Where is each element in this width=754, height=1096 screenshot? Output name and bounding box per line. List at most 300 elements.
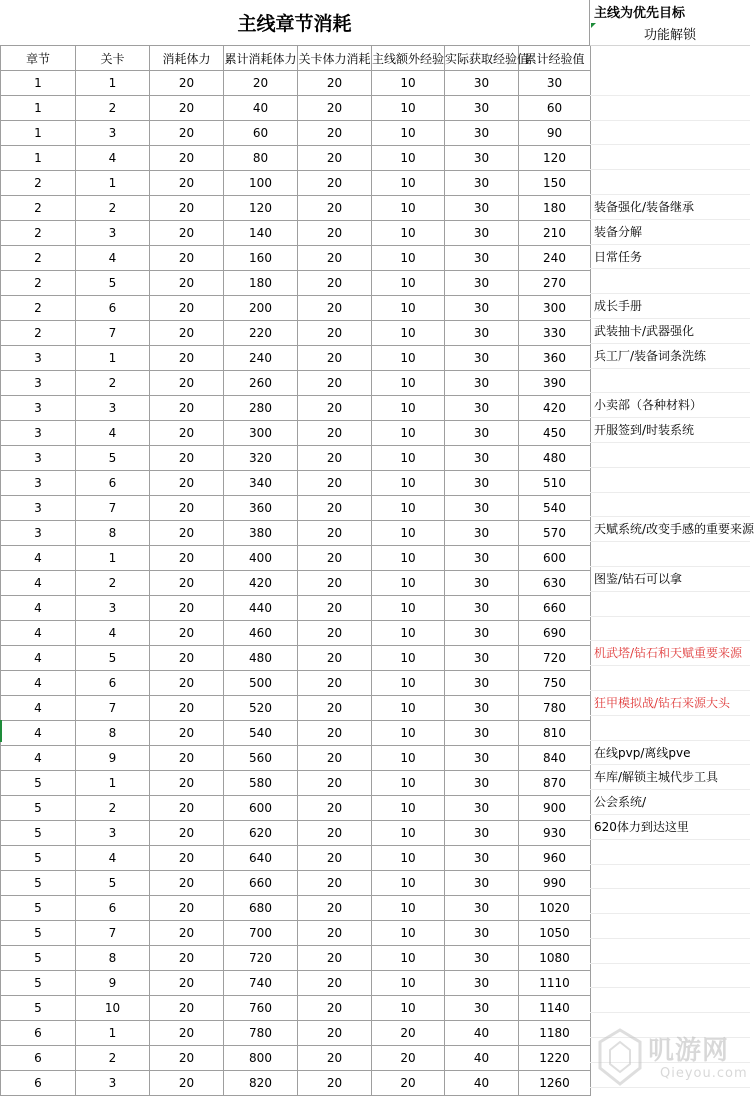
table-cell[interactable]: 270: [519, 271, 591, 296]
table-cell[interactable]: 10: [372, 696, 445, 721]
table-cell[interactable]: 20: [150, 1046, 224, 1071]
table-cell[interactable]: 20: [298, 771, 372, 796]
table-cell[interactable]: 30: [445, 896, 519, 921]
table-cell[interactable]: 3: [1, 521, 76, 546]
note-cell[interactable]: [590, 666, 750, 691]
table-cell[interactable]: 20: [150, 621, 224, 646]
table-cell[interactable]: 30: [445, 146, 519, 171]
table-cell[interactable]: 220: [224, 321, 298, 346]
table-cell[interactable]: 560: [224, 746, 298, 771]
table-cell[interactable]: 330: [519, 321, 591, 346]
table-cell[interactable]: 20: [298, 746, 372, 771]
table-cell[interactable]: 2: [76, 196, 150, 221]
table-cell[interactable]: 5: [76, 446, 150, 471]
table-cell[interactable]: 200: [224, 296, 298, 321]
column-header[interactable]: 累计消耗体力: [224, 46, 298, 71]
table-cell[interactable]: 150: [519, 171, 591, 196]
table-cell[interactable]: 40: [445, 1046, 519, 1071]
table-cell[interactable]: 4: [1, 696, 76, 721]
table-cell[interactable]: 540: [519, 496, 591, 521]
table-cell[interactable]: 1: [76, 1021, 150, 1046]
table-cell[interactable]: 30: [445, 771, 519, 796]
table-cell[interactable]: 3: [76, 396, 150, 421]
table-cell[interactable]: 720: [519, 646, 591, 671]
table-cell[interactable]: 210: [519, 221, 591, 246]
table-cell[interactable]: 5: [1, 921, 76, 946]
table-cell[interactable]: 20: [298, 271, 372, 296]
table-cell[interactable]: 2: [1, 196, 76, 221]
table-cell[interactable]: 30: [445, 921, 519, 946]
table-cell[interactable]: 360: [224, 496, 298, 521]
table-cell[interactable]: 10: [372, 921, 445, 946]
table-cell[interactable]: 4: [1, 621, 76, 646]
column-header[interactable]: 章节: [1, 46, 76, 71]
table-cell[interactable]: 930: [519, 821, 591, 846]
table-cell[interactable]: 520: [224, 696, 298, 721]
table-cell[interactable]: 4: [1, 646, 76, 671]
table-cell[interactable]: 30: [445, 571, 519, 596]
table-cell[interactable]: 10: [372, 771, 445, 796]
table-cell[interactable]: 1110: [519, 971, 591, 996]
note-cell[interactable]: [590, 493, 750, 518]
table-cell[interactable]: 20: [298, 696, 372, 721]
table-cell[interactable]: 1220: [519, 1046, 591, 1071]
note-cell[interactable]: [590, 592, 750, 617]
table-cell[interactable]: 30: [445, 421, 519, 446]
table-cell[interactable]: 4: [76, 846, 150, 871]
table-cell[interactable]: 20: [298, 471, 372, 496]
note-cell[interactable]: [590, 145, 750, 170]
table-cell[interactable]: 870: [519, 771, 591, 796]
table-cell[interactable]: 20: [150, 496, 224, 521]
note-cell[interactable]: [590, 96, 750, 121]
table-cell[interactable]: 20: [150, 321, 224, 346]
table-cell[interactable]: 3: [76, 221, 150, 246]
table-cell[interactable]: 40: [224, 96, 298, 121]
table-cell[interactable]: 320: [224, 446, 298, 471]
table-cell[interactable]: 20: [298, 96, 372, 121]
table-cell[interactable]: 500: [224, 671, 298, 696]
table-cell[interactable]: 20: [298, 521, 372, 546]
table-cell[interactable]: 10: [372, 546, 445, 571]
table-cell[interactable]: 20: [298, 296, 372, 321]
table-cell[interactable]: 840: [519, 746, 591, 771]
note-cell[interactable]: [590, 269, 750, 294]
table-cell[interactable]: 10: [372, 321, 445, 346]
table-cell[interactable]: 5: [1, 821, 76, 846]
table-cell[interactable]: 30: [445, 946, 519, 971]
table-cell[interactable]: 420: [519, 396, 591, 421]
table-cell[interactable]: 4: [1, 721, 76, 746]
table-cell[interactable]: 5: [1, 996, 76, 1021]
table-cell[interactable]: 6: [76, 471, 150, 496]
table-cell[interactable]: 660: [519, 596, 591, 621]
note-cell[interactable]: [590, 170, 750, 195]
table-cell[interactable]: 810: [519, 721, 591, 746]
table-cell[interactable]: 5: [76, 271, 150, 296]
table-cell[interactable]: 20: [224, 71, 298, 96]
note-cell[interactable]: 机武塔/钻石和天赋重要来源: [590, 641, 750, 666]
table-cell[interactable]: 4: [1, 596, 76, 621]
note-cell[interactable]: [590, 468, 750, 493]
table-cell[interactable]: 3: [1, 346, 76, 371]
table-cell[interactable]: 30: [445, 446, 519, 471]
note-cell[interactable]: 开服签到/时装系统: [590, 418, 750, 443]
note-cell[interactable]: 兵工厂/装备词条洗练: [590, 344, 750, 369]
table-cell[interactable]: 30: [445, 596, 519, 621]
table-cell[interactable]: 1080: [519, 946, 591, 971]
table-cell[interactable]: 30: [519, 71, 591, 96]
table-cell[interactable]: 5: [76, 646, 150, 671]
table-cell[interactable]: 20: [298, 346, 372, 371]
table-cell[interactable]: 20: [150, 1021, 224, 1046]
table-cell[interactable]: 1: [76, 346, 150, 371]
column-header[interactable]: 关卡: [76, 46, 150, 71]
table-cell[interactable]: 30: [445, 621, 519, 646]
table-cell[interactable]: 30: [445, 121, 519, 146]
table-cell[interactable]: 3: [1, 446, 76, 471]
table-cell[interactable]: 5: [76, 871, 150, 896]
table-cell[interactable]: 20: [298, 1021, 372, 1046]
note-cell[interactable]: 天赋系统/改变手感的重要来源: [590, 517, 750, 542]
table-cell[interactable]: 10: [372, 121, 445, 146]
table-cell[interactable]: 6: [76, 296, 150, 321]
note-cell[interactable]: [590, 617, 750, 642]
table-cell[interactable]: 630: [519, 571, 591, 596]
table-cell[interactable]: 2: [1, 296, 76, 321]
table-cell[interactable]: 10: [372, 621, 445, 646]
table-cell[interactable]: 8: [76, 721, 150, 746]
table-cell[interactable]: 20: [372, 1021, 445, 1046]
table-cell[interactable]: 6: [76, 896, 150, 921]
table-cell[interactable]: 20: [150, 771, 224, 796]
note-cell[interactable]: [590, 121, 750, 146]
table-cell[interactable]: 480: [519, 446, 591, 471]
table-cell[interactable]: 20: [298, 596, 372, 621]
column-header[interactable]: 消耗体力: [150, 46, 224, 71]
table-cell[interactable]: 20: [298, 671, 372, 696]
table-cell[interactable]: 820: [224, 1071, 298, 1096]
table-cell[interactable]: 400: [224, 546, 298, 571]
table-cell[interactable]: 7: [76, 496, 150, 521]
note-cell[interactable]: 日常任务: [590, 245, 750, 270]
note-cell[interactable]: 狂甲模拟战/钻石来源大头: [590, 691, 750, 716]
note-cell[interactable]: [590, 889, 750, 914]
table-cell[interactable]: 600: [224, 796, 298, 821]
table-cell[interactable]: 1: [76, 171, 150, 196]
table-cell[interactable]: 10: [372, 446, 445, 471]
table-cell[interactable]: 10: [372, 721, 445, 746]
table-cell[interactable]: 570: [519, 521, 591, 546]
table-cell[interactable]: 20: [150, 146, 224, 171]
table-cell[interactable]: 10: [372, 271, 445, 296]
table-cell[interactable]: 30: [445, 996, 519, 1021]
table-cell[interactable]: 3: [1, 496, 76, 521]
table-cell[interactable]: 30: [445, 696, 519, 721]
table-cell[interactable]: 20: [150, 596, 224, 621]
note-cell[interactable]: [590, 964, 750, 989]
table-cell[interactable]: 30: [445, 646, 519, 671]
table-cell[interactable]: 20: [298, 171, 372, 196]
note-cell[interactable]: 装备分解: [590, 220, 750, 245]
table-cell[interactable]: 900: [519, 796, 591, 821]
table-cell[interactable]: 1260: [519, 1071, 591, 1096]
table-cell[interactable]: 10: [372, 521, 445, 546]
table-cell[interactable]: 5: [1, 771, 76, 796]
table-cell[interactable]: 5: [1, 896, 76, 921]
note-cell[interactable]: 620体力到达这里: [590, 815, 750, 840]
table-cell[interactable]: 20: [150, 796, 224, 821]
table-cell[interactable]: 20: [150, 171, 224, 196]
table-cell[interactable]: 3: [76, 1071, 150, 1096]
table-cell[interactable]: 20: [150, 846, 224, 871]
table-cell[interactable]: 20: [150, 421, 224, 446]
table-cell[interactable]: 20: [298, 721, 372, 746]
table-cell[interactable]: 4: [76, 146, 150, 171]
table-cell[interactable]: 440: [224, 596, 298, 621]
table-cell[interactable]: 20: [298, 946, 372, 971]
table-cell[interactable]: 20: [298, 646, 372, 671]
table-cell[interactable]: 540: [224, 721, 298, 746]
table-cell[interactable]: 4: [1, 546, 76, 571]
table-cell[interactable]: 750: [519, 671, 591, 696]
table-cell[interactable]: 30: [445, 821, 519, 846]
table-cell[interactable]: 1: [76, 546, 150, 571]
table-cell[interactable]: 20: [150, 896, 224, 921]
table-cell[interactable]: 20: [150, 371, 224, 396]
note-cell[interactable]: 公会系统/: [590, 790, 750, 815]
table-cell[interactable]: 20: [298, 571, 372, 596]
table-cell[interactable]: 20: [298, 196, 372, 221]
table-cell[interactable]: 1180: [519, 1021, 591, 1046]
note-cell[interactable]: [590, 542, 750, 567]
note-cell[interactable]: 武装抽卡/武器强化: [590, 319, 750, 344]
table-cell[interactable]: 20: [150, 296, 224, 321]
table-cell[interactable]: 800: [224, 1046, 298, 1071]
table-cell[interactable]: 1020: [519, 896, 591, 921]
note-cell[interactable]: 装备强化/装备继承: [590, 195, 750, 220]
table-cell[interactable]: 20: [150, 446, 224, 471]
table-cell[interactable]: 10: [372, 471, 445, 496]
table-cell[interactable]: 20: [298, 321, 372, 346]
table-cell[interactable]: 9: [76, 971, 150, 996]
table-cell[interactable]: 20: [298, 71, 372, 96]
table-cell[interactable]: 180: [224, 271, 298, 296]
table-cell[interactable]: 380: [224, 521, 298, 546]
table-cell[interactable]: 6: [76, 671, 150, 696]
table-cell[interactable]: 7: [76, 321, 150, 346]
table-cell[interactable]: 30: [445, 521, 519, 546]
note-cell[interactable]: 在线pvp/离线pve: [590, 741, 750, 766]
table-cell[interactable]: 3: [76, 596, 150, 621]
table-cell[interactable]: 720: [224, 946, 298, 971]
table-cell[interactable]: 1: [1, 146, 76, 171]
table-cell[interactable]: 5: [1, 871, 76, 896]
table-cell[interactable]: 420: [224, 571, 298, 596]
table-cell[interactable]: 30: [445, 371, 519, 396]
table-cell[interactable]: 640: [224, 846, 298, 871]
table-cell[interactable]: 3: [1, 421, 76, 446]
table-cell[interactable]: 5: [1, 946, 76, 971]
table-cell[interactable]: 700: [224, 921, 298, 946]
table-cell[interactable]: 990: [519, 871, 591, 896]
table-cell[interactable]: 20: [150, 571, 224, 596]
column-header[interactable]: 累计经验值: [519, 46, 591, 71]
table-cell[interactable]: 20: [298, 546, 372, 571]
table-cell[interactable]: 30: [445, 721, 519, 746]
table-cell[interactable]: 2: [76, 96, 150, 121]
table-cell[interactable]: 10: [372, 296, 445, 321]
note-cell[interactable]: [590, 71, 750, 96]
table-cell[interactable]: 30: [445, 321, 519, 346]
table-cell[interactable]: 20: [150, 121, 224, 146]
table-cell[interactable]: 960: [519, 846, 591, 871]
table-cell[interactable]: 20: [150, 996, 224, 1021]
table-cell[interactable]: 4: [1, 671, 76, 696]
table-cell[interactable]: 20: [150, 946, 224, 971]
table-cell[interactable]: 600: [519, 546, 591, 571]
table-cell[interactable]: 20: [150, 696, 224, 721]
table-cell[interactable]: 20: [150, 196, 224, 221]
note-cell[interactable]: 图鉴/钻石可以拿: [590, 567, 750, 592]
table-cell[interactable]: 10: [372, 71, 445, 96]
table-cell[interactable]: 20: [298, 246, 372, 271]
table-cell[interactable]: 10: [372, 246, 445, 271]
table-cell[interactable]: 460: [224, 621, 298, 646]
table-cell[interactable]: 160: [224, 246, 298, 271]
table-cell[interactable]: 3: [1, 371, 76, 396]
table-cell[interactable]: 20: [150, 521, 224, 546]
note-cell[interactable]: [590, 369, 750, 394]
table-cell[interactable]: 20: [150, 71, 224, 96]
table-cell[interactable]: 3: [1, 471, 76, 496]
table-cell[interactable]: 30: [445, 221, 519, 246]
table-cell[interactable]: 20: [150, 546, 224, 571]
table-cell[interactable]: 1140: [519, 996, 591, 1021]
table-cell[interactable]: 20: [150, 1071, 224, 1096]
table-cell[interactable]: 680: [224, 896, 298, 921]
table-cell[interactable]: 2: [76, 571, 150, 596]
table-cell[interactable]: 20: [150, 921, 224, 946]
table-cell[interactable]: 20: [298, 371, 372, 396]
table-cell[interactable]: 30: [445, 871, 519, 896]
table-cell[interactable]: 3: [76, 821, 150, 846]
table-cell[interactable]: 40: [445, 1021, 519, 1046]
table-cell[interactable]: 6: [1, 1046, 76, 1071]
table-cell[interactable]: 10: [372, 796, 445, 821]
table-cell[interactable]: 30: [445, 246, 519, 271]
table-cell[interactable]: 20: [298, 871, 372, 896]
table-cell[interactable]: 20: [298, 446, 372, 471]
table-cell[interactable]: 510: [519, 471, 591, 496]
table-cell[interactable]: 20: [298, 121, 372, 146]
table-cell[interactable]: 20: [298, 396, 372, 421]
table-cell[interactable]: 1050: [519, 921, 591, 946]
table-cell[interactable]: 20: [298, 1046, 372, 1071]
table-cell[interactable]: 5: [1, 846, 76, 871]
note-cell[interactable]: [590, 443, 750, 468]
table-cell[interactable]: 20: [298, 846, 372, 871]
table-cell[interactable]: 10: [372, 671, 445, 696]
table-cell[interactable]: 10: [372, 421, 445, 446]
table-cell[interactable]: 240: [224, 346, 298, 371]
table-cell[interactable]: 20: [298, 496, 372, 521]
note-cell[interactable]: [590, 988, 750, 1013]
table-cell[interactable]: 30: [445, 196, 519, 221]
column-header[interactable]: 主线额外经验: [372, 46, 445, 71]
note-cell[interactable]: [590, 865, 750, 890]
table-cell[interactable]: 80: [224, 146, 298, 171]
table-cell[interactable]: 140: [224, 221, 298, 246]
table-cell[interactable]: 300: [519, 296, 591, 321]
side-title[interactable]: 主线为优先目标: [594, 6, 686, 21]
table-cell[interactable]: 20: [298, 971, 372, 996]
table-cell[interactable]: 3: [76, 121, 150, 146]
note-cell[interactable]: [590, 840, 750, 865]
table-cell[interactable]: 1: [76, 771, 150, 796]
table-cell[interactable]: 30: [445, 546, 519, 571]
table-cell[interactable]: 30: [445, 496, 519, 521]
table-cell[interactable]: 5: [1, 971, 76, 996]
table-cell[interactable]: 240: [519, 246, 591, 271]
table-cell[interactable]: 10: [372, 596, 445, 621]
table-cell[interactable]: 780: [519, 696, 591, 721]
table-cell[interactable]: 7: [76, 921, 150, 946]
table-cell[interactable]: 10: [372, 846, 445, 871]
table-cell[interactable]: 90: [519, 121, 591, 146]
table-cell[interactable]: 6: [1, 1071, 76, 1096]
table-cell[interactable]: 10: [76, 996, 150, 1021]
table-cell[interactable]: 4: [76, 421, 150, 446]
table-cell[interactable]: 620: [224, 821, 298, 846]
table-cell[interactable]: 20: [372, 1046, 445, 1071]
sheet-title[interactable]: 主线章节消耗: [0, 0, 590, 46]
table-cell[interactable]: 30: [445, 271, 519, 296]
table-cell[interactable]: 2: [76, 796, 150, 821]
table-cell[interactable]: 10: [372, 821, 445, 846]
table-cell[interactable]: 20: [150, 971, 224, 996]
table-cell[interactable]: 20: [298, 621, 372, 646]
table-cell[interactable]: 4: [1, 746, 76, 771]
table-cell[interactable]: 10: [372, 646, 445, 671]
table-cell[interactable]: 20: [150, 221, 224, 246]
table-cell[interactable]: 20: [150, 721, 224, 746]
note-cell[interactable]: 车库/解锁主城代步工具: [590, 765, 750, 790]
table-cell[interactable]: 20: [150, 871, 224, 896]
table-cell[interactable]: 10: [372, 996, 445, 1021]
table-cell[interactable]: 1: [1, 96, 76, 121]
table-cell[interactable]: 20: [298, 221, 372, 246]
note-cell[interactable]: 小卖部（各种材料）: [590, 393, 750, 418]
table-cell[interactable]: 60: [519, 96, 591, 121]
table-cell[interactable]: 20: [150, 96, 224, 121]
table-cell[interactable]: 30: [445, 346, 519, 371]
table-cell[interactable]: 120: [519, 146, 591, 171]
table-cell[interactable]: 20: [150, 746, 224, 771]
table-cell[interactable]: 10: [372, 396, 445, 421]
table-cell[interactable]: 20: [298, 796, 372, 821]
table-cell[interactable]: 20: [298, 1071, 372, 1096]
table-cell[interactable]: 2: [76, 1046, 150, 1071]
table-cell[interactable]: 120: [224, 196, 298, 221]
table-cell[interactable]: 740: [224, 971, 298, 996]
table-cell[interactable]: 30: [445, 171, 519, 196]
table-cell[interactable]: 30: [445, 671, 519, 696]
table-cell[interactable]: 30: [445, 396, 519, 421]
table-cell[interactable]: 20: [150, 471, 224, 496]
table-cell[interactable]: 450: [519, 421, 591, 446]
table-cell[interactable]: 660: [224, 871, 298, 896]
